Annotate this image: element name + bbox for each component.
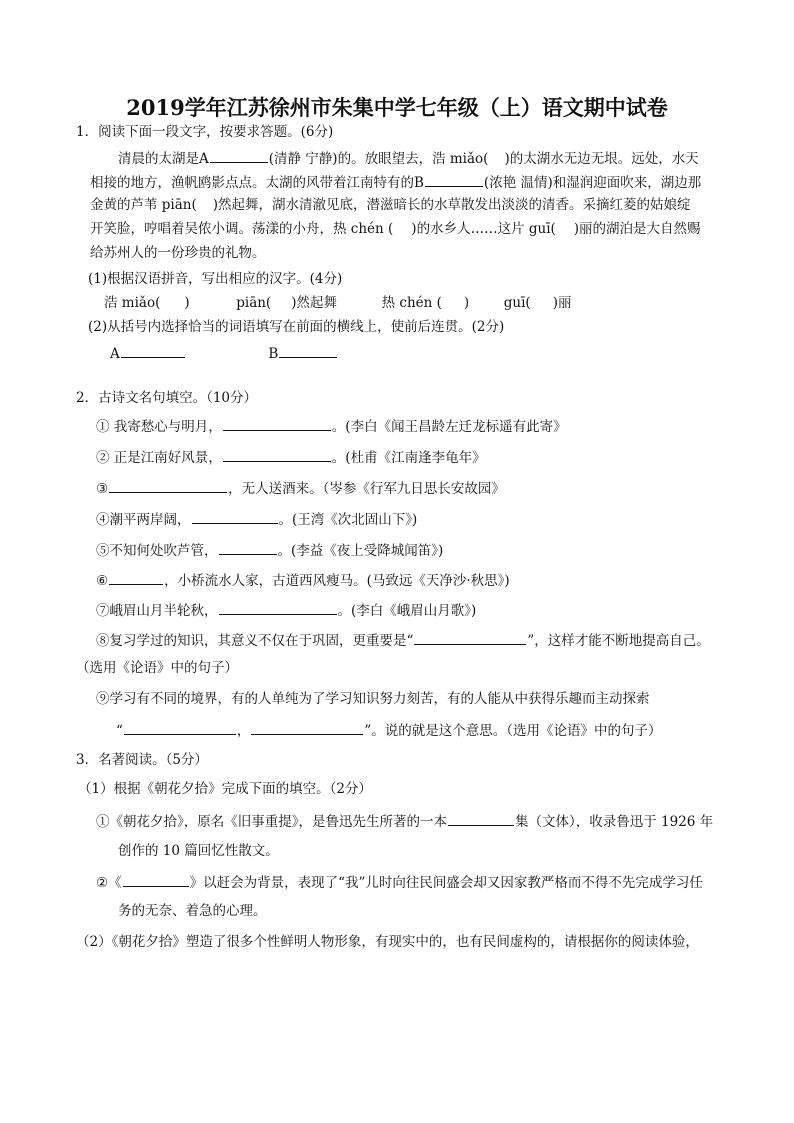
passage-text: )丽的湖泊是大自然赐 [573,221,701,237]
q1-passage-line-3 [90,196,691,214]
q2-item-7: ⑦峨眉山月半轮秋， 。(李白《峨眉山月歌》) [96,600,476,620]
answer-blank[interactable] [219,540,277,555]
answer-a[interactable] [121,343,185,358]
q2-item-1: ① 我寄愁心与明月， 。(李白《闻王昌龄左迁龙标遥有此寄》 [96,416,567,436]
passage-text: )然起舞，湖水清澈见底，潜滋暗长的水草散发出淡淡的清香。采摘红菱的姑娘绽 [212,197,691,213]
q3-item-2: ②《 》以赶会为背景，表现了“我”儿时向往民间盛会却又因家教严格而不得不先完成学习任 [96,872,703,892]
answer-blank[interactable] [251,720,363,735]
answer-blank[interactable] [414,630,526,645]
q3-sub1: （1）根据《朝花夕拾》完成下面的填空。（2分） [78,781,372,797]
passage-text: (浓艳 温情)和湿润迎面吹来，湖边那 [483,175,702,191]
answer-blank[interactable] [192,509,278,524]
q1-header: 1．阅读下面一段文字，按要求答题。(6分) [76,124,334,140]
q3-item-2-line-2: 务的无奈、着急的心理。 [118,903,267,919]
q1-passage-line-2 [90,172,701,192]
page-title: 2019学年江苏徐州市朱集中学七年级（上）语文期中试卷 [126,95,668,120]
q2-item-2: ② 正是江南好风景， 。(杜甫《江南逢李龟年》 [96,447,486,467]
blank-a[interactable] [210,148,268,163]
q2-item-9-line-1: ⑨学习有不同的境界，有的人单纯为了学习知识努力刻苦，有的人能从中获得乐趣而主动探索 [96,691,650,707]
answer-b[interactable] [279,343,337,358]
q1-answer-row: A B [110,343,338,363]
q2-item-8-note: （选用《论语》中的句子） [76,660,238,676]
q3-sub2: （2）《朝花夕拾》塑造了很多个性鲜明人物形象，有现实中的，也有民间虚构的，请根据你的阅读体验， [76,934,699,950]
q1-sub1: (1)根据汉语拼音，写出相应的汉字。(4分) [88,271,343,287]
passage-text: (清静 宁静)的。放眼望去，浩 miǎo( [268,151,489,167]
q2-header: 2．古诗文名句填空。（10分） [76,390,258,406]
q3-item-1-line-2: 创作的 10 篇回忆性散文。 [118,843,279,859]
answer-blank[interactable] [223,416,331,431]
answer-blank[interactable] [448,811,514,826]
answer-blank[interactable] [219,600,337,615]
answer-blank[interactable] [124,720,236,735]
passage-text: )的水乡人……这片 guī( [411,221,556,237]
q2-item-3: ③ ，无人送酒来。（岑参《行军九日思长安故园》 [96,478,505,498]
q3-item-1: ①《朝花夕拾》，原名《旧事重提》，是鲁迅先生所著的一本 集（文体），收录鲁迅于 1926 年 [96,811,713,831]
blank-b[interactable] [425,172,483,187]
q1-passage-line-5: 给苏州人的一份珍贵的礼物。 [90,245,266,261]
passage-text: 金黄的芦苇 piān( [90,197,197,213]
answer-blank[interactable] [109,570,163,585]
q2-item-6: ⑥ ，小桥流水人家，古道西风瘦马。(马致远《天净沙·秋思》) [96,570,510,590]
q2-item-9-line-2: “ ， ”。说的就是这个意思。（选用《论语》中的句子） [116,720,662,740]
answer-blank[interactable] [223,447,331,462]
answer-blank[interactable] [109,478,227,493]
passage-text: 相接的地方，渔帆鸥影点点。太湖的风带着江南特有的B [90,175,424,191]
q2-item-8: ⑧复习学过的知识，其意义不仅在于巩固，更重要是“ ”，这样才能不断地提高自己。 [96,630,710,650]
q1-passage-line-1 [118,148,699,168]
passage-text: 清晨的太湖是A [118,151,209,167]
passage-text: )的太湖水无边无垠。远处，水天 [504,151,699,167]
q1-sub2: (2)从括号内选择恰当的词语填写在前面的横线上，使前后连贯。(2分) [88,319,505,335]
q1-passage-line-4: 开笑脸，哼唱着吴侬小调。荡漾的小舟，热 chén ( )的水乡人……这片 guī( )丽的湖泊是大自然赐 [90,221,701,237]
q3-header: 3．名著阅读。（5分） [76,752,208,768]
q2-item-4: ④潮平两岸阔， 。(王湾《次北固山下》) [96,509,417,529]
q1-pinyin-row: 浩 miǎo( ) piān( )然起舞 热 chén ( ) guī( )丽 [104,295,572,311]
q2-item-5: ⑤不知何处吹芦管， 。(李益《夜上受降城闻笛》) [96,540,443,560]
answer-blank[interactable] [123,872,189,887]
